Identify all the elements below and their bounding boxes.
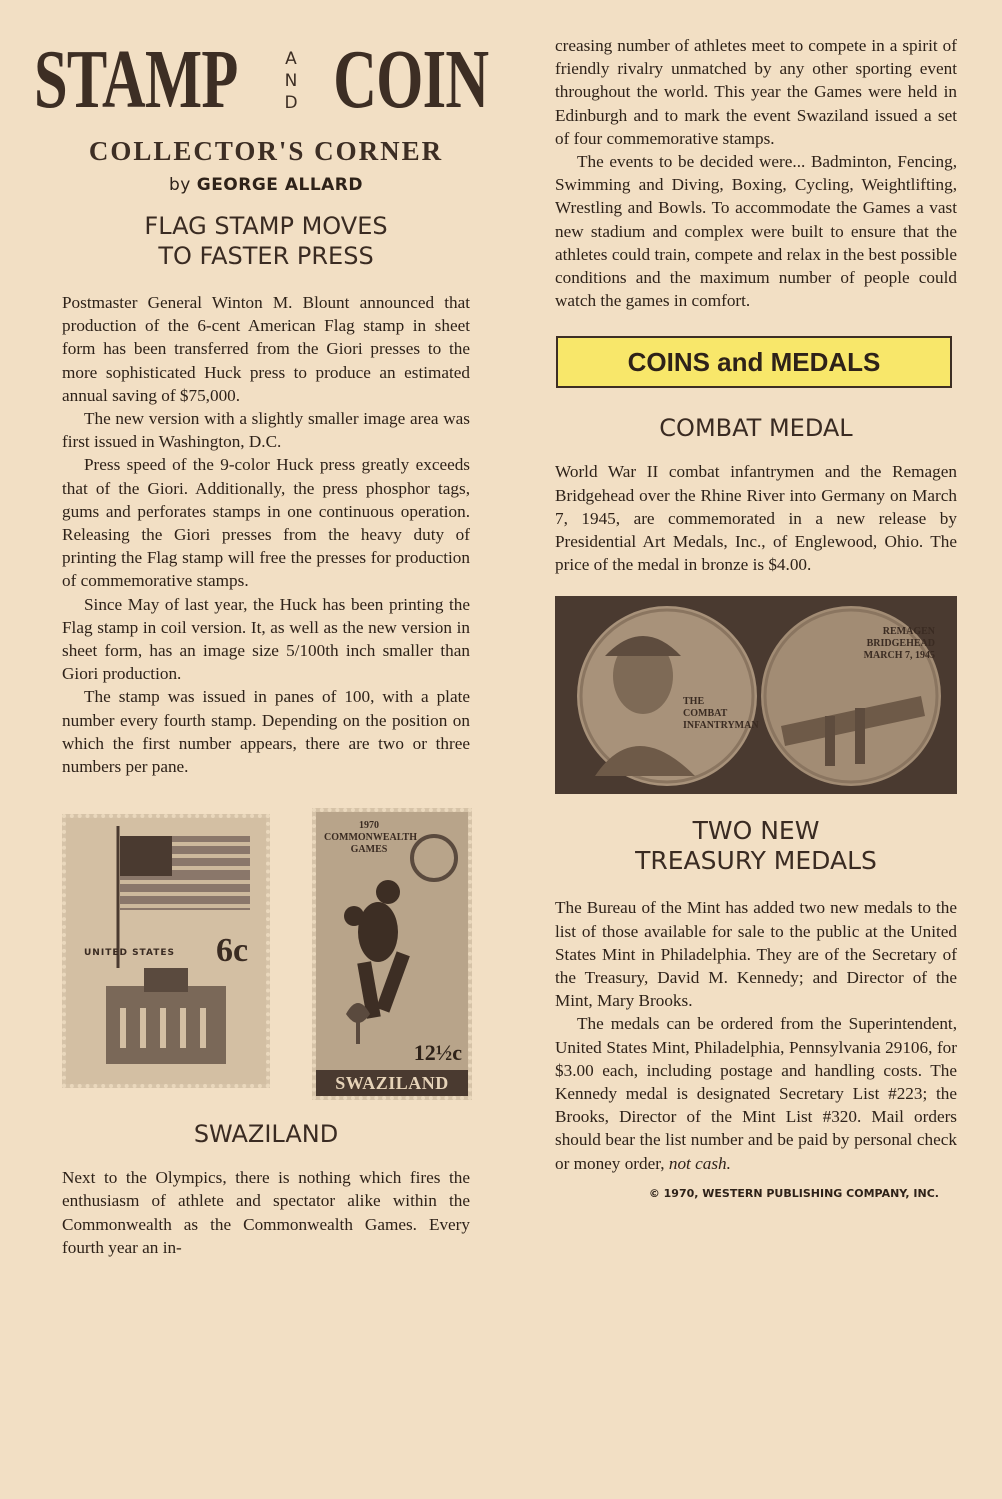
combat-medal-headline: COMBAT MEDAL: [659, 414, 853, 443]
column-subtitle: COLLECTOR'S CORNER: [88, 136, 444, 166]
medal-right-inscription: REMAGEN BRIDGEHEAD MARCH 7, 1945: [863, 626, 935, 662]
swaziland-article-body-start: [62, 1166, 470, 1259]
paragraph: The medals can be ordered from the Superintendent, United States Mint, Philadelphia, Pennsylvania 29106, for $3.00 each, including postage and handling costs. The Kennedy medal is designated Secretary List #223; the Brooks, Director of the Mint List #320. Mail orders should bear the list number and be paid by personal check or money order, not cash.: [555, 1014, 957, 1173]
left-column: [34, 30, 488, 1259]
swazi-stamp-top-text: 1970 COMMONWEALTH GAMES: [324, 820, 417, 856]
masthead-coin-word: COIN: [332, 33, 488, 126]
coins-and-medals-banner: COINS and MEDALS: [556, 336, 952, 388]
swaziland-headline: SWAZILAND: [193, 1120, 339, 1149]
treasury-medals-body: [555, 896, 957, 1174]
masthead-and-word: A N D: [284, 49, 298, 113]
swaziland-commonwealth-stamp: [312, 808, 472, 1100]
us-flag-stamp: [62, 814, 270, 1088]
masthead: [34, 30, 488, 126]
paragraph: The new version with a slightly smaller image area was first issued in Washington, D.C.: [62, 409, 470, 452]
swaziland-article-body-continued: [555, 34, 957, 312]
flag-article-body: [62, 291, 470, 778]
combat-medal-body: [555, 460, 957, 576]
paragraph: Next to the Olympics, there is nothing which fires the enthusiasm of athlete and spectator alike within the Commonwealth as the Commonwealth Games. Every fourth year an in-: [62, 1168, 470, 1257]
paragraph: Postmaster General Winton M. Blount announced that production of the 6-cent American Flag stamp in sheet form has been transferred from the Giori presses to the more sophisticated Huck press to produce an estimated annual saving of $75,000.: [62, 293, 470, 405]
paragraph: Since May of last year, the Huck has been printing the Flag stamp in coil version. It, as well as the new version in sheet form, has an image size 5/100th inch smaller than Giori production.: [62, 594, 470, 684]
flag-stamp-country: UNITED STATES: [84, 948, 176, 959]
paragraph: The Bureau of the Mint has added two new medals to the list of those available for sale to the public at the United States Mint in Philadelphia. They are of the Secretary of the Treasury, David M. Kennedy; and Director of the Mint, Mary Brooks.: [555, 898, 957, 1011]
byline: by GEORGE ALLARD: [168, 175, 364, 195]
author-name: GEORGE ALLARD: [196, 175, 364, 195]
flag-article-headline: FLAG STAMP MOVES TO FASTER PRESS: [144, 212, 388, 270]
italic-ending: not cash.: [668, 1153, 731, 1173]
copyright-notice: © 1970, WESTERN PUBLISHING COMPANY, INC.: [648, 1186, 939, 1200]
right-column: [555, 34, 957, 1200]
paragraph: The stamp was issued in panes of 100, with a plate number every fourth stamp. Depending on the position on which the first number appears, there are two or three numbers per pane.: [62, 687, 470, 777]
masthead-stamp-word: STAMP: [34, 33, 238, 126]
flag-stamp-value: 6c: [216, 932, 249, 970]
combat-medal-photo: [555, 596, 957, 794]
swazi-stamp-value: 12½c: [413, 1040, 462, 1066]
paragraph: creasing number of athletes meet to compete in a spirit of friendly rivalry unmatched by any other sporting event throughout the world. This year the Games were held in Edinburgh and to mark the event Swaziland issued a set of four commemorative stamps.: [555, 36, 957, 148]
paragraph: Press speed of the 9-color Huck press greatly exceeds that of the Giori. Additionally, the press phosphor tags, gums and perforates stamps in one continuous operation. Releasing the Giori presses from the heavy duty of printing the Flag stamp will free the presses for production of commemorative stamps.: [62, 455, 470, 591]
swazi-stamp-country: SWAZILAND: [316, 1070, 468, 1096]
paragraph: World War II combat infantrymen and the Remagen Bridgehead over the Rhine River into Germany on March 7, 1945, are commemorated in a new release by Presidential Art Medals, Inc., of Englewood, Ohio. The price of the medal in bronze is $4.00.: [555, 462, 957, 575]
treasury-medals-headline: TWO NEW TREASURY MEDALS: [635, 816, 877, 876]
medal-left-inscription: THE COMBAT INFANTRYMAN: [683, 696, 759, 732]
stamp-images: [62, 808, 470, 1100]
paragraph: The events to be decided were... Badminton, Fencing, Swimming and Diving, Boxing, Cycling, Weightlifting, Wrestling and Bowls. To accommodate the Games a vast new stadium and complex were built to ensure that the athletes could train, compete and relax in the best possible conditions and the maximum number of people could watch the games in comfort.: [555, 152, 957, 311]
